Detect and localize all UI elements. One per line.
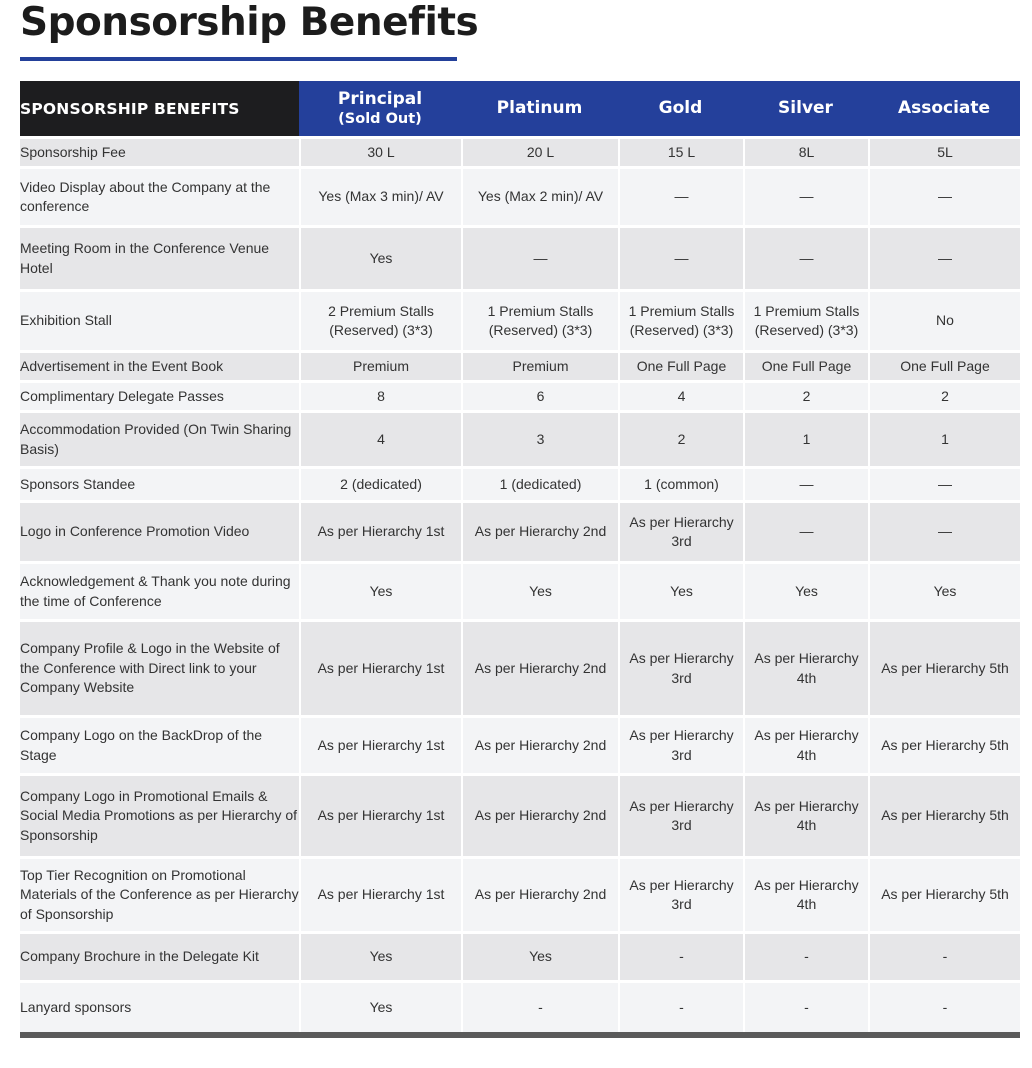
table-row [20, 350, 1020, 380]
cell-silver: 1 Premium Stalls (Reserved) (3*3) [743, 289, 868, 350]
table-body [20, 136, 1020, 1032]
page-title: Sponsorship Benefits [20, 0, 479, 45]
cell-silver: — [743, 166, 868, 225]
cell-associate: — [868, 225, 1020, 289]
cell-silver: Yes [743, 561, 868, 619]
benefit-label: Sponsors Standee [20, 466, 299, 500]
cell-principal: Yes [299, 561, 461, 619]
table-row [20, 856, 1020, 931]
cell-principal: As per Hierarchy 1st [299, 856, 461, 931]
cell-gold: Yes [618, 561, 743, 619]
tier-name: Associate [897, 98, 991, 118]
cell-platinum: 3 [461, 410, 618, 466]
cell-associate: — [868, 500, 1020, 561]
cell-silver: As per Hierarchy 4th [743, 619, 868, 715]
cell-silver: As per Hierarchy 4th [743, 856, 868, 931]
table-row [20, 466, 1020, 500]
cell-gold: — [618, 166, 743, 225]
title-underline [20, 57, 457, 61]
cell-principal: 2 (dedicated) [299, 466, 461, 500]
cell-principal: 2 Premium Stalls (Reserved) (3*3) [299, 289, 461, 350]
table-row [20, 619, 1020, 715]
cell-platinum: Yes [461, 931, 618, 980]
benefit-label: Advertisement in the Event Book [20, 350, 299, 380]
cell-silver: As per Hierarchy 4th [743, 773, 868, 856]
cell-platinum: 1 (dedicated) [461, 466, 618, 500]
cell-principal: Yes [299, 225, 461, 289]
header-tier-gold [618, 81, 743, 136]
header-tier-platinum [461, 81, 618, 136]
cell-associate: — [868, 166, 1020, 225]
cell-principal: 4 [299, 410, 461, 466]
tier-name: Principal [337, 88, 423, 109]
cell-platinum: - [461, 980, 618, 1032]
cell-platinum: As per Hierarchy 2nd [461, 773, 618, 856]
table-header-row [20, 81, 1020, 136]
benefit-label: Acknowledgement & Thank you note during the time of Conference [20, 561, 299, 619]
cell-platinum: As per Hierarchy 2nd [461, 715, 618, 773]
footer-bar [20, 1032, 1020, 1038]
cell-silver: — [743, 500, 868, 561]
cell-gold: As per Hierarchy 3rd [618, 715, 743, 773]
benefit-label: Top Tier Recognition on Promotional Materials of the Conference as per Hierarchy of Sponsorship [20, 856, 299, 931]
cell-principal: Premium [299, 350, 461, 380]
cell-associate: 5L [868, 136, 1020, 166]
cell-platinum: 20 L [461, 136, 618, 166]
table-row [20, 410, 1020, 466]
cell-associate: As per Hierarchy 5th [868, 856, 1020, 931]
header-tier-associate [868, 81, 1020, 136]
cell-principal: As per Hierarchy 1st [299, 715, 461, 773]
cell-associate: No [868, 289, 1020, 350]
cell-associate: As per Hierarchy 5th [868, 619, 1020, 715]
cell-associate: - [868, 980, 1020, 1032]
cell-platinum: 6 [461, 380, 618, 410]
cell-platinum: — [461, 225, 618, 289]
table-row [20, 715, 1020, 773]
benefit-label: Complimentary Delegate Passes [20, 380, 299, 410]
cell-associate: Yes [868, 561, 1020, 619]
table-footer-bar [20, 1032, 1020, 1038]
benefit-label: Company Profile & Logo in the Website of the Conference with Direct link to your Company Website [20, 619, 299, 715]
cell-gold: — [618, 225, 743, 289]
cell-principal: As per Hierarchy 1st [299, 500, 461, 561]
cell-platinum: As per Hierarchy 2nd [461, 856, 618, 931]
table-row [20, 931, 1020, 980]
tier-name: Platinum [496, 98, 583, 118]
benefit-label: Accommodation Provided (On Twin Sharing Basis) [20, 410, 299, 466]
cell-gold: One Full Page [618, 350, 743, 380]
cell-associate: 1 [868, 410, 1020, 466]
table-row [20, 561, 1020, 619]
cell-gold: 15 L [618, 136, 743, 166]
cell-platinum: 1 Premium Stalls (Reserved) (3*3) [461, 289, 618, 350]
cell-gold: 1 Premium Stalls (Reserved) (3*3) [618, 289, 743, 350]
cell-associate: — [868, 466, 1020, 500]
benefit-label: Sponsorship Fee [20, 136, 299, 166]
benefit-label: Logo in Conference Promotion Video [20, 500, 299, 561]
table-row [20, 136, 1020, 166]
tier-name: Gold [658, 98, 703, 118]
benefit-label: Company Logo in Promotional Emails & Social Media Promotions as per Hierarchy of Sponsorship [20, 773, 299, 856]
cell-platinum: Premium [461, 350, 618, 380]
table-row [20, 773, 1020, 856]
cell-principal: Yes [299, 980, 461, 1032]
tier-name: Silver [778, 98, 833, 118]
cell-silver: 1 [743, 410, 868, 466]
cell-gold: - [618, 980, 743, 1032]
table-row [20, 380, 1020, 410]
cell-associate: As per Hierarchy 5th [868, 715, 1020, 773]
cell-principal: Yes [299, 931, 461, 980]
cell-principal: Yes (Max 3 min)/ AV [299, 166, 461, 225]
cell-platinum: Yes [461, 561, 618, 619]
cell-silver: 2 [743, 380, 868, 410]
benefit-label: Company Brochure in the Delegate Kit [20, 931, 299, 980]
table-row [20, 980, 1020, 1032]
cell-associate: 2 [868, 380, 1020, 410]
cell-associate: - [868, 931, 1020, 980]
cell-gold: As per Hierarchy 3rd [618, 619, 743, 715]
cell-gold: As per Hierarchy 3rd [618, 773, 743, 856]
header-tier-silver [743, 81, 868, 136]
benefit-label: Lanyard sponsors [20, 980, 299, 1032]
header-tier-principal [299, 81, 461, 136]
cell-gold: 4 [618, 380, 743, 410]
cell-silver: - [743, 931, 868, 980]
cell-silver: As per Hierarchy 4th [743, 715, 868, 773]
cell-silver: - [743, 980, 868, 1032]
benefit-label: Video Display about the Company at the conference [20, 166, 299, 225]
cell-principal: As per Hierarchy 1st [299, 773, 461, 856]
table-row [20, 166, 1020, 225]
cell-gold: - [618, 931, 743, 980]
benefit-label: Company Logo on the BackDrop of the Stage [20, 715, 299, 773]
cell-associate: One Full Page [868, 350, 1020, 380]
cell-gold: 1 (common) [618, 466, 743, 500]
cell-principal: As per Hierarchy 1st [299, 619, 461, 715]
cell-silver: — [743, 225, 868, 289]
cell-platinum: As per Hierarchy 2nd [461, 500, 618, 561]
cell-silver: — [743, 466, 868, 500]
table-row [20, 289, 1020, 350]
cell-associate: As per Hierarchy 5th [868, 773, 1020, 856]
cell-gold: As per Hierarchy 3rd [618, 500, 743, 561]
cell-gold: 2 [618, 410, 743, 466]
table-row [20, 500, 1020, 561]
cell-silver: 8L [743, 136, 868, 166]
cell-silver: One Full Page [743, 350, 868, 380]
cell-principal: 8 [299, 380, 461, 410]
cell-platinum: Yes (Max 2 min)/ AV [461, 166, 618, 225]
benefit-label: Meeting Room in the Conference Venue Hotel [20, 225, 299, 289]
table-row [20, 225, 1020, 289]
cell-gold: As per Hierarchy 3rd [618, 856, 743, 931]
header-benefits-label: SPONSORSHIP BENEFITS [20, 81, 299, 136]
benefit-label: Exhibition Stall [20, 289, 299, 350]
sponsorship-benefits-table [20, 81, 1020, 1038]
tier-note: (Sold Out) [338, 110, 422, 127]
cell-principal: 30 L [299, 136, 461, 166]
cell-platinum: As per Hierarchy 2nd [461, 619, 618, 715]
